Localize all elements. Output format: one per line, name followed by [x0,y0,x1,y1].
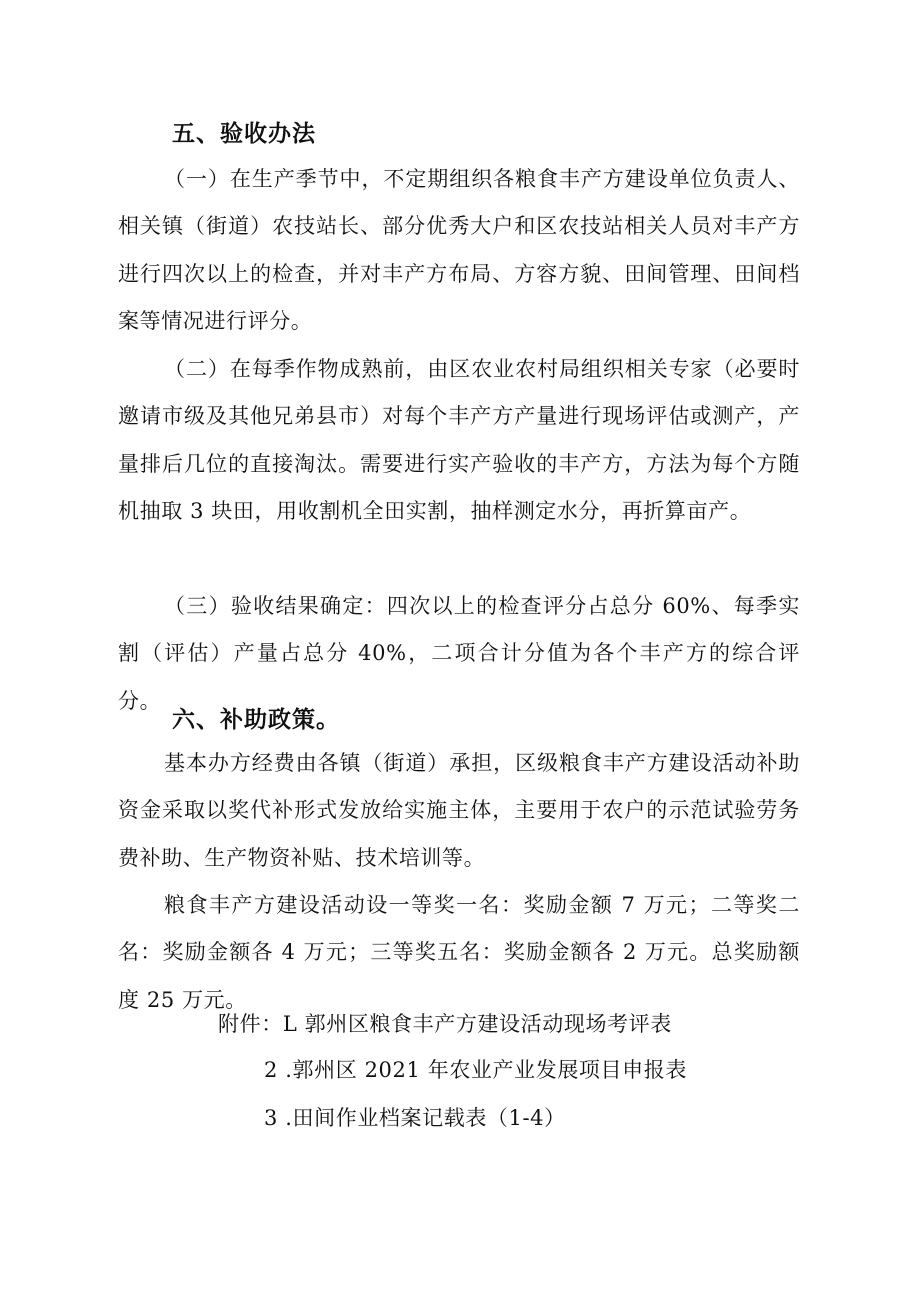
attachment-title: 郭州区粮食丰产方建设活动现场考评表 [304,1012,672,1036]
section-5-paragraph-1: （一）在生产季节中，不定期组织各粮食丰产方建设单位负责人、相关镇（街道）农技站长、部分优秀大户和区农技站相关人员对丰产方进行四次以上的检查，并对丰产方布局、方容方貌、田间管理、田间档案等情况进行评分。 [118,167,800,334]
attachment-number: L [282,1012,298,1036]
section-6-paragraph-1: 基本办方经费由各镇（街道）承担，区级粮食丰产方建设活动补助资金采取以奖代补形式发放给实施主体，主要用于农户的示范试验劳务费补助、生产物资补贴、技术培训等。 [118,751,800,870]
attachment-item-1 [218,1010,672,1038]
attachment-label: 附件： [218,1012,283,1036]
section-5-heading: 五、验收办法 [172,121,316,147]
attachment-number: 3 [264,1106,278,1130]
section-6-heading: 六、补助政策。 [172,707,340,733]
attachment-title: .田间作业档案记载表（1-4） [285,1106,566,1130]
section-5-paragraph-3: （三）验收结果确定：四次以上的检查评分占总分 60%、每季实割（评估）产量占总分 40%，二项合计分值为各个丰产方的综合评分。 [118,594,800,713]
attachment-item-2 [264,1056,687,1084]
attachment-item-3 [264,1104,566,1132]
attachment-title: .郭州区 2021 年农业产业发展项目申报表 [285,1058,687,1082]
section-5-paragraph-2: （二）在每季作物成熟前，由区农业农村局组织相关专家（必要时邀请市级及其他兄弟县市）对每个丰产方产量进行现场评估或测产，产量排后几位的直接淘汰。需要进行实产验收的丰产方，方法为每个方随机抽取 3 块田，用收割机全田实割，抽样测定水分，再折算亩产。 [118,357,800,524]
attachment-number: 2 [264,1058,278,1082]
section-6-paragraph-2: 粮食丰产方建设活动设一等奖一名：奖励金额 7 万元；二等奖二名：奖励金额各 4 万元；三等奖五名：奖励金额各 2 万元。总奖励额度 25 万元。 [118,893,800,1012]
